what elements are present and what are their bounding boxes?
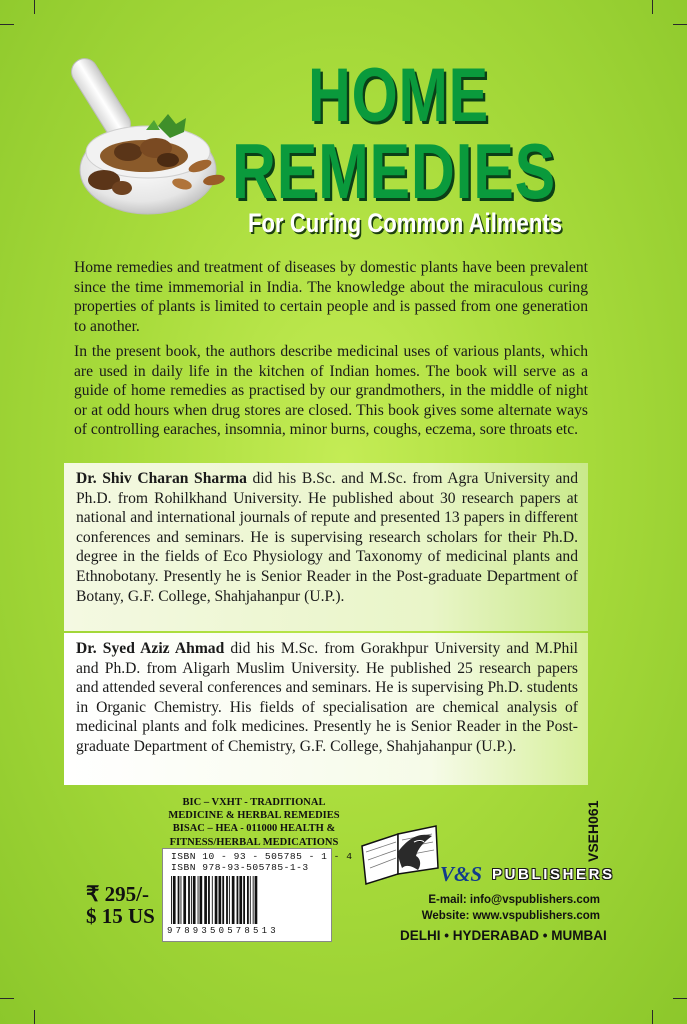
isbn-13: ISBN 978-93-505785-1-3 [171,862,309,873]
price-usd: $ 15 US [86,904,155,928]
open-book-eagle-icon [358,812,442,890]
classification-line: BIC – VXHT - TRADITIONAL [182,797,326,808]
isbn-barcode [162,848,353,942]
subject-classification [163,796,345,849]
crop-mark [673,998,687,999]
author-name: Dr. Shiv Charan Sharma [76,470,247,487]
intro-paragraph-2: In the present book, the authors describe medicinal uses of various plants, which are used in daily life in the kitchen of Indian homes. The book will serve as a guide of home remedies as practised by our grandmothers, in the middle of night or at odd hours when drug stores are closed. This book gives some alternate ways of controlling earaches, insomnia, minor burns, coughs, eczema, sore throats etc. [74,343,588,439]
barcode-bar [178,876,180,924]
barcode-bar [181,876,182,924]
barcode-bar [198,876,199,924]
author-name: Dr. Syed Aziz Ahmad [76,640,225,657]
crop-mark [34,0,35,14]
classification-line: FITNESS/HERBAL MEDICATIONS [169,836,339,848]
publisher-website: Website: www.vspublishers.com [421,910,600,922]
subtitle: For Curing Common Ailments [248,208,563,238]
barcode-bar [215,876,218,924]
mortar-pestle-icon [70,48,245,218]
barcode-bar [171,876,172,924]
author-bio-text: did his B.Sc. and M.Sc. from Agra University and Ph.D. from Rohilkhand University. He published about 30 research papers at national and international journals of repute and presented 13 papers in different conferences and seminars. He is supervising research scholars for their Ph.D. degree in the fields of Eco Physiology and Taxonomy of medicinal plants and Ethnobotany. Presently he is Senior Reader in the Post-graduate Department of Botany, G.F. College, Shahjahanpur (U.P.). [76,470,578,605]
barcode-bar [219,876,222,924]
publisher-name: PUBLISHERS [492,866,615,883]
author-bio-1 [64,463,588,631]
barcode-bar [253,876,254,924]
crop-mark [0,24,14,25]
barcode-bar [222,876,224,924]
publisher-email: E-mail: info@vspublishers.com [428,894,600,906]
crop-mark [652,0,653,14]
classification-line: MEDICINE & HERBAL REMEDIES [168,810,340,822]
barcode-bar [208,876,210,924]
publisher-cities: DELHI • HYDERABAD • MUMBAI [400,928,607,943]
barcode-bar [237,876,239,924]
barcode-bars [169,876,325,924]
barcode-bar [193,876,196,924]
barcode-bar [188,876,190,924]
barcode-number: 9789350578513 [167,926,279,936]
classification-line: BISAC – HEA - 011000 HEALTH & [172,823,336,835]
author-bio-2 [64,633,588,785]
barcode-bar [212,876,213,924]
crop-mark [34,1010,35,1024]
barcode-bar [250,876,251,924]
intro-paragraph-1: Home remedies and treatment of diseases by domestic plants have been prevalent since the time immemorial in India. The knowledge about the miraculous curing properties of plants is limited to certain people and is passed from one generation to another. [74,259,588,335]
barcode-bar [183,876,186,924]
barcode-bar [239,876,242,924]
barcode-bar [173,876,176,924]
barcode-bar [247,876,249,924]
author-bio-text: did his M.Sc. from Gorakhpur University and M.Phil and Ph.D. from Aligarh Muslim University. He published 25 research papers and attended several conferences and seminars. He is supervising Ph.D. students in Organic Chemistry. His fields of specialisation are chemical analysis of medicinal plants and folk medicines. Presently he is Senior Reader in the Post-graduate Department of Chemistry, G.F. College, Shahjahanpur (U.P.). [76,640,578,755]
crop-mark [0,998,14,999]
publisher-initials: V&S [440,862,483,886]
barcode-bar [255,876,258,924]
barcode-bar [226,876,228,924]
title-line-home: HOME [308,53,489,138]
crop-mark [673,24,687,25]
barcode-bar [229,876,230,924]
barcode-bar [243,876,245,924]
barcode-bar [191,876,192,924]
title-line-remedies: REMEDIES [232,127,557,215]
price-inr: ₹ 295/- [86,882,149,906]
crop-mark [652,1010,653,1024]
barcode-bar [204,876,207,924]
barcode-bar [200,876,203,924]
product-code: VSEH061 [585,800,601,862]
barcode-bar [232,876,235,924]
isbn-10: ISBN 10 - 93 - 505785 - 1 - 4 [171,851,353,862]
